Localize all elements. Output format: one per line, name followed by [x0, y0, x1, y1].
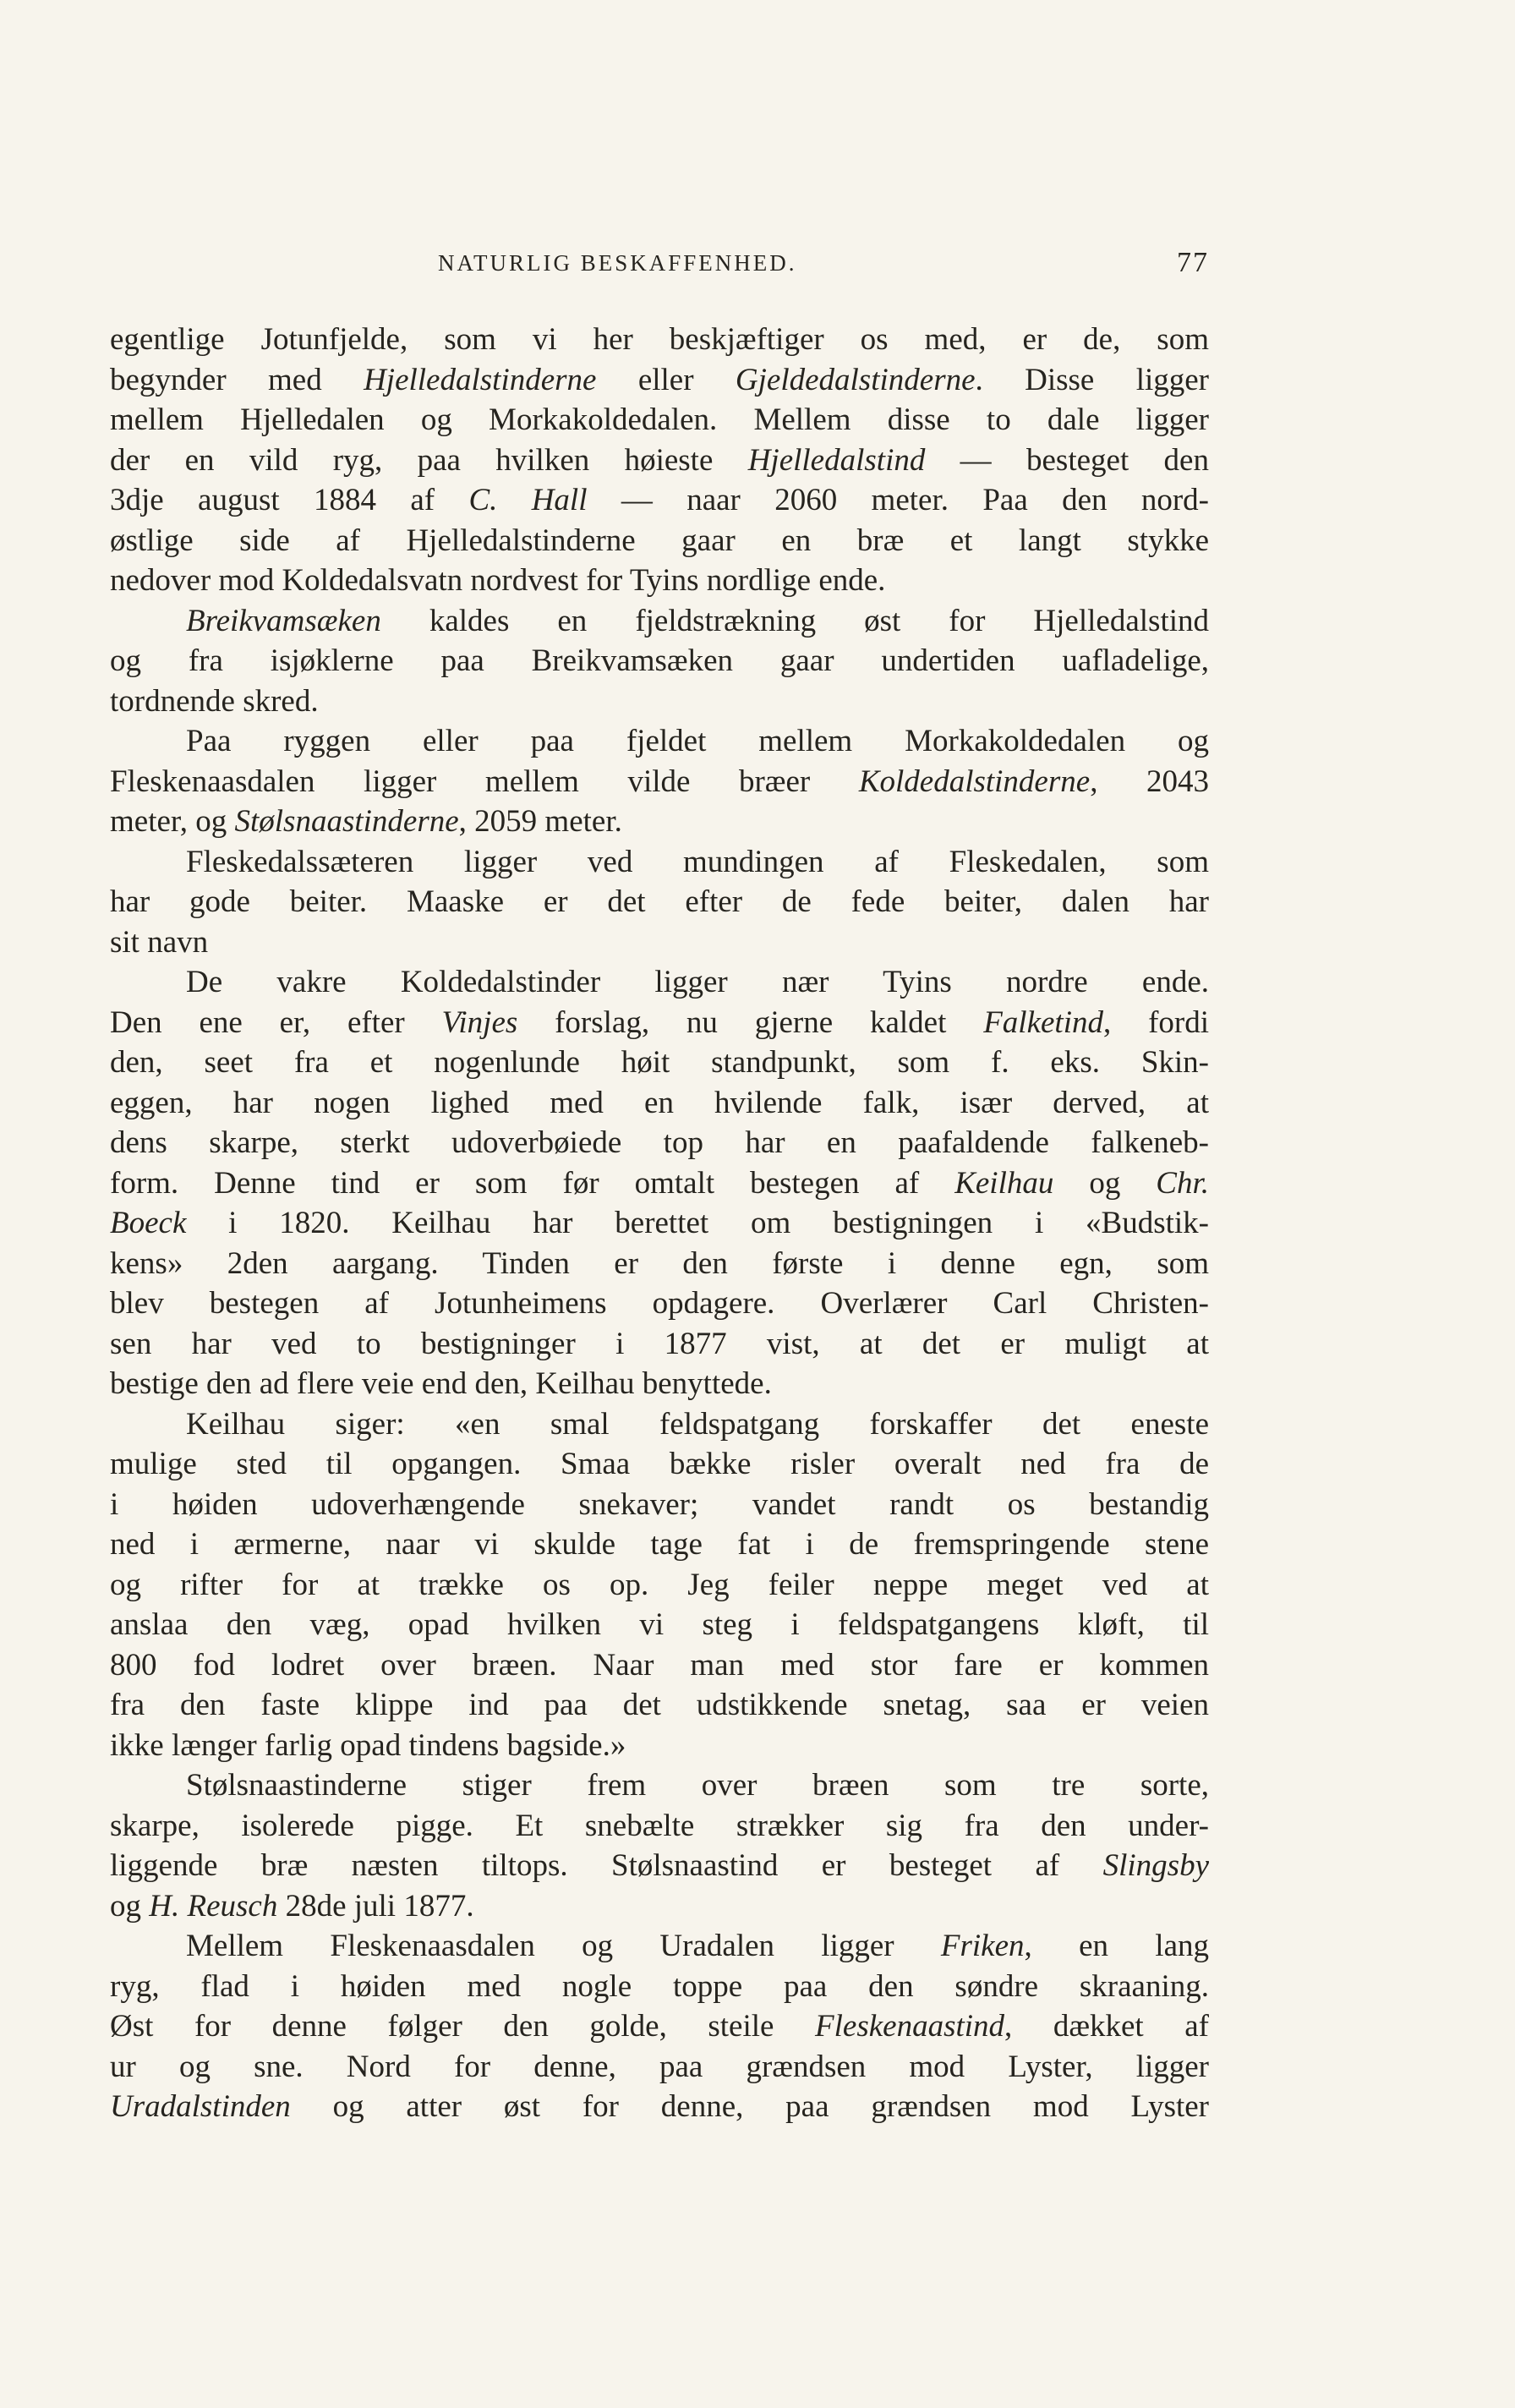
text-line: ryg, flad i høiden med nogle toppe paa den søndre skraaning. [110, 1968, 1209, 2004]
text-line: har gode beiter. Maaske er det efter de fede beiter, dalen har [110, 884, 1209, 919]
text-line: bestige den ad flere veie end den, Keilhau benyttede. [110, 1366, 772, 1401]
text-line: anslaa den væg, opad hvilken vi steg i feldspatgangens kløft, til [110, 1607, 1209, 1642]
text-line: i høiden udoverhængende snekaver; vandet randt os bestandig [110, 1486, 1209, 1522]
text-line: blev bestegen af Jotunheimens opdagere. Overlærer Carl Christen- [110, 1286, 1209, 1321]
text-line: egentlige Jotunfjelde, som vi her beskjæftiger os med, er de, som [110, 322, 1209, 357]
text-line: Stølsnaastinderne stiger frem over bræen som tre sorte, [186, 1768, 1209, 1803]
text-line: nedover mod Koldedalsvatn nordvest for Tyins nordlige ende. [110, 563, 886, 598]
text-line: Boeck i 1820. Keilhau har berettet om bestigningen i «Budstik- [110, 1206, 1209, 1240]
text-line: der en vild ryg, paa hvilken høieste Hjelledalstind — besteget den [110, 442, 1209, 478]
text-line: dens skarpe, sterkt udoverbøiede top har en paafaldende falkeneb- [110, 1125, 1209, 1160]
text-line: Uradalstinden og atter øst for denne, paa grændsen mod Lyster [110, 2089, 1209, 2124]
text-line: mulige sted til opgangen. Smaa bække risler overalt ned fra de [110, 1447, 1209, 1481]
text-line: form. Denne tind er som før omtalt bestegen af Keilhau og Chr. [110, 1165, 1210, 1201]
text-line: eggen, har nogen lighed med en hvilende falk, især derved, at [110, 1085, 1209, 1120]
page-number: 77 [1177, 247, 1209, 278]
text-line: Keilhau siger: «en smal feldspatgang forskaffer det eneste [186, 1406, 1209, 1442]
text-line: Fleskenaasdalen ligger mellem vilde bræer Koldedalstinderne, 2043 [110, 763, 1210, 799]
text-line: liggende bræ næsten tiltops. Stølsnaastind er besteget af Slingsby [110, 1848, 1209, 1883]
text-line: ur og sne. Nord for denne, paa grændsen mod Lyster, ligger [110, 2049, 1209, 2084]
text-line: kens» 2den aargang. Tinden er den første i denne egn, som [110, 1245, 1209, 1281]
text-line: Fleskedalssæteren ligger ved mundingen af Fleskedalen, som [186, 844, 1209, 879]
text-line: og fra isjøklerne paa Breikvamsæken gaar undertiden uafladelige, [110, 643, 1209, 678]
text-line: den, seet fra et nogenlunde høit standpunkt, som f. eks. Skin- [110, 1045, 1209, 1080]
text-line: sen har ved to bestigninger i 1877 vist, at det er muligt at [110, 1326, 1209, 1361]
text-line: meter, og Stølsnaastinderne, 2059 meter. [110, 804, 622, 839]
text-line: østlige side af Hjelledalstinderne gaar en bræ et langt stykke [110, 523, 1209, 558]
text-line: 3dje august 1884 af C. Hall — naar 2060 meter. Paa den nord- [110, 483, 1210, 517]
text-line: Øst for denne følger den golde, steile Fleskenaastind, dækket af [110, 2009, 1209, 2044]
text-line: fra den faste klippe ind paa det udstikkende snetag, saa er veien [110, 1688, 1209, 1722]
text-line: sit navn [110, 924, 209, 960]
text-line: begynder med Hjelledalstinderne eller Gjeldedalstinderne. Disse ligger [110, 362, 1209, 397]
text-line: ned i ærmerne, naar vi skulde tage fat i de fremspringende stene [110, 1527, 1209, 1562]
text-line: Mellem Fleskenaasdalen og Uradalen ligger Friken, en lang [186, 1929, 1209, 1963]
text-line: Paa ryggen eller paa fjeldet mellem Morkakoldedalen og [186, 724, 1209, 758]
text-line: tordnende skred. [110, 683, 319, 719]
page-header [110, 242, 1209, 284]
running-head: NATURLIG BESKAFFENHED. [438, 250, 797, 276]
text-line: Breikvamsæken kaldes en fjeldstrækning øst for Hjelledalstind [186, 603, 1209, 638]
body-text [110, 320, 1209, 2127]
text-line: 800 fod lodret over bræen. Naar man med stor fare er kommen [110, 1647, 1209, 1683]
text-line: Den ene er, efter Vinjes forslag, nu gjerne kaldet Falketind, fordi [110, 1004, 1209, 1040]
text-line: De vakre Koldedalstinder ligger nær Tyins nordre ende. [186, 965, 1209, 999]
text-line: mellem Hjelledalen og Morkakoldedalen. Mellem disse to dale ligger [110, 402, 1209, 437]
text-line: og rifter for at trække os op. Jeg feiler neppe meget ved at [110, 1567, 1209, 1602]
text-line: skarpe, isolerede pigge. Et snebælte strækker sig fra den under- [110, 1808, 1209, 1843]
text-line: ikke længer farlig opad tindens bagside.» [110, 1727, 626, 1763]
text-line: og H. Reusch 28de juli 1877. [110, 1888, 474, 1924]
